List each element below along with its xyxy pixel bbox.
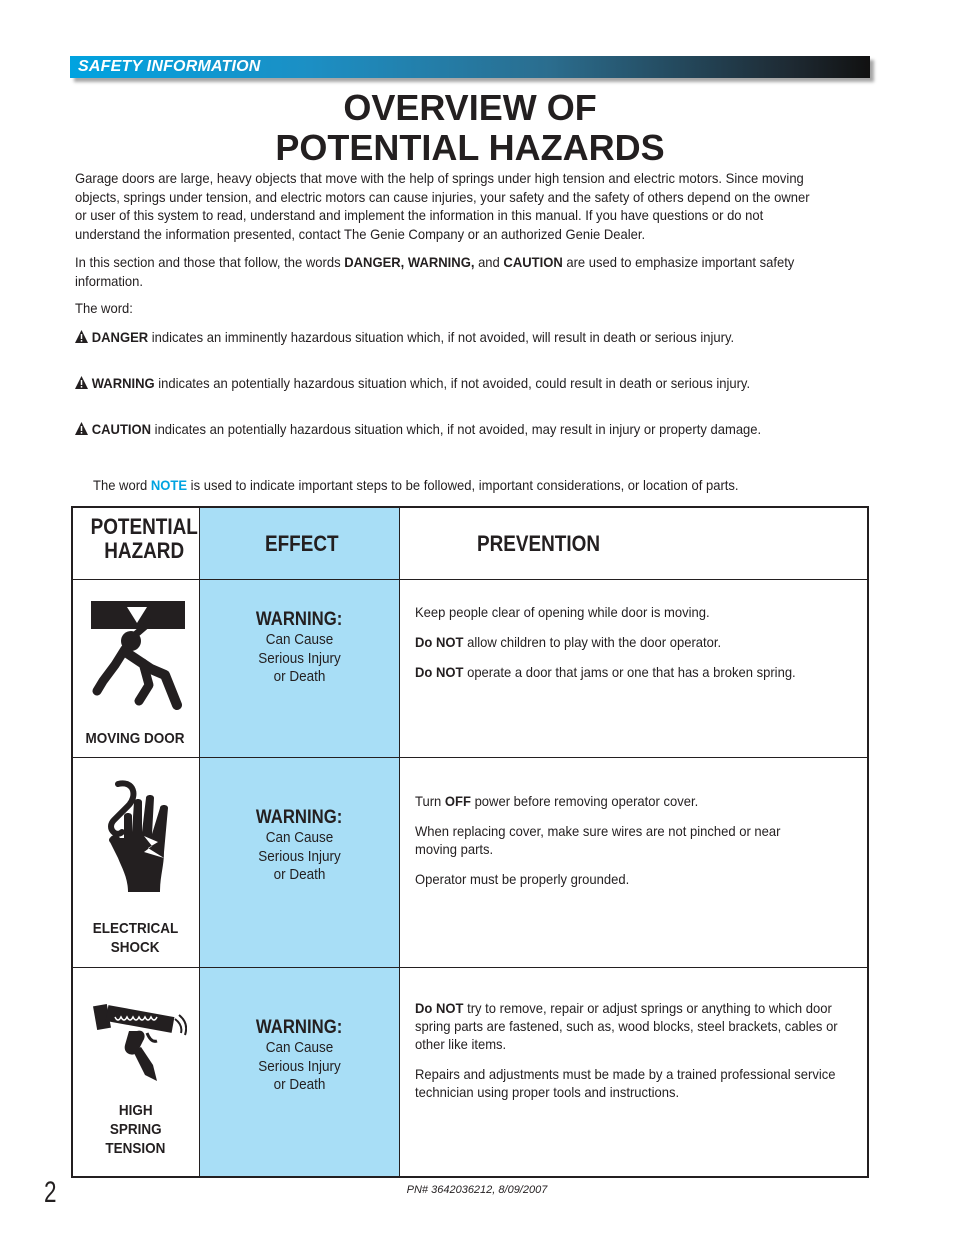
header-prevention: PREVENTION — [477, 531, 601, 556]
caution-text: indicates an potentially hazardous situation which, if not avoided, may result in injury or property damage. — [151, 421, 762, 437]
electrical-shock-icon — [88, 776, 186, 896]
prevention-text: Operator must be properly grounded. — [415, 871, 630, 887]
prevention-item — [415, 633, 852, 651]
hazard-label-line: MOVING DOOR — [85, 730, 185, 747]
intro-p2-post: are used to emphasize important safety information. — [75, 254, 795, 289]
header-hazard-line1: POTENTIAL — [90, 514, 198, 539]
prevention-item — [415, 1065, 852, 1101]
prevention-text: try to remove, repair or adjust springs or anything to which door spring parts are fastened, such as, wood blocks, steel brackets, cables or other like items. — [415, 1000, 838, 1052]
intro-p2-pre: In this section and those that follow, the words — [75, 254, 345, 270]
prevention-cell-electrical-shock — [415, 792, 855, 900]
header-hazard-line2: HAZARD — [104, 538, 185, 563]
effect-line: or Death — [273, 668, 326, 685]
header-potential-hazard — [84, 515, 204, 563]
intro-paragraph-1: Garage doors are large, heavy objects that move with the help of springs under high tension and electric motors. Since moving objects, springs under tension, and electric motors can cause injuries, your safety and the safety of others depend on the owner or user of this system to read, understand and implement the information in this manual. If you have questions or do not understand the information presented, contact The Genie Company or an authorized Genie Dealer. — [75, 170, 810, 242]
moving-door-icon — [91, 601, 185, 716]
warning-text: indicates an potentially hazardous situation which, if not avoided, could result in death or serious injury. — [154, 375, 751, 391]
prevention-text: Repairs and adjustments must be made by a trained professional service technician using proper tools and instructions. — [415, 1066, 836, 1100]
hazard-label-line: ELECTRICAL — [92, 920, 179, 937]
effect-line: Can Cause — [265, 1039, 334, 1056]
effect-line: or Death — [273, 866, 326, 883]
danger-word: DANGER — [91, 329, 149, 345]
danger-definition — [75, 328, 734, 346]
warning-word: WARNING — [91, 375, 155, 391]
prevention-item — [415, 870, 852, 888]
warning-triangle-icon — [75, 330, 88, 343]
warning-triangle-icon — [75, 376, 88, 389]
page-number: 2 — [44, 1176, 57, 1209]
effect-line: or Death — [273, 1076, 326, 1093]
warning-triangle-icon — [75, 422, 88, 435]
prevention-bold: Do NOT — [415, 634, 464, 650]
prevention-text: operate a door that jams or one that has a broken spring. — [463, 664, 796, 680]
prevention-bold: OFF — [444, 793, 471, 809]
danger-text: indicates an imminently hazardous situation which, if not avoided, will result in death or serious injury. — [148, 329, 735, 345]
prevention-text: Keep people clear of opening while door is moving. — [415, 604, 710, 620]
effect-line: Serious Injury — [258, 649, 341, 667]
header-effect: EFFECT — [265, 531, 339, 556]
prevention-pre: Turn — [415, 793, 445, 809]
prevention-item — [415, 792, 852, 810]
hazard-label-high-spring-tension — [72, 1101, 199, 1158]
note-definition — [93, 476, 739, 494]
intro-p2-bold-2: CAUTION — [503, 254, 563, 270]
effect-line: Can Cause — [265, 829, 334, 846]
hazard-label-moving-door — [72, 729, 199, 748]
hazard-label-line: HIGH — [118, 1102, 153, 1119]
prevention-bold: Do NOT — [415, 664, 464, 680]
effect-warning-title: WARNING: — [256, 1017, 343, 1038]
section-banner-label: SAFETY INFORMATION — [78, 58, 261, 75]
effect-line: Serious Injury — [258, 1057, 341, 1075]
hazard-label-electrical-shock — [72, 919, 199, 957]
note-post: is used to indicate important steps to be followed, important considerations, or location of parts. — [187, 477, 739, 493]
high-spring-tension-icon — [93, 993, 187, 1083]
page-title-line2: POTENTIAL HAZARDS — [275, 127, 665, 168]
prevention-item — [415, 603, 852, 621]
prevention-cell-high-spring-tension — [415, 999, 855, 1113]
prevention-cell-moving-door — [415, 603, 855, 693]
table-row-divider — [72, 967, 869, 968]
table-header-divider — [72, 579, 869, 580]
page-title-line1: OVERVIEW OF — [343, 87, 597, 128]
table-row-divider — [72, 757, 869, 758]
prevention-text: power before removing operator cover. — [470, 793, 699, 809]
section-banner — [70, 56, 870, 78]
hazard-label-line: TENSION — [105, 1140, 166, 1157]
intro-p2-bold-1: DANGER, WARNING, — [344, 254, 475, 270]
caution-word: CAUTION — [91, 421, 152, 437]
effect-warning-title: WARNING: — [256, 609, 343, 630]
prevention-item — [415, 999, 838, 1053]
prevention-text: When replacing cover, make sure wires are not pinched or near moving parts. — [415, 823, 781, 857]
warning-definition — [75, 374, 750, 392]
note-pre: The word — [93, 477, 151, 493]
hazard-label-line: SHOCK — [111, 939, 160, 956]
part-number: PN# 3642036212, 8/09/2007 — [406, 1184, 548, 1196]
prevention-bold: Do NOT — [415, 1000, 464, 1016]
prevention-item — [415, 822, 806, 858]
hazard-label-line: SPRING — [109, 1121, 162, 1138]
prevention-item — [415, 663, 852, 681]
note-word: NOTE — [150, 477, 188, 493]
page-title — [70, 88, 870, 168]
effect-cell-high-spring-tension — [200, 1017, 399, 1095]
caution-definition — [75, 420, 761, 438]
effect-cell-electrical-shock — [200, 807, 399, 885]
effect-line: Can Cause — [265, 631, 334, 648]
intro-paragraph-3: The word: — [75, 300, 133, 316]
prevention-text: allow children to play with the door operator. — [463, 634, 722, 650]
effect-line: Serious Injury — [258, 847, 341, 865]
intro-paragraph-2 — [75, 253, 810, 290]
effect-cell-moving-door — [200, 609, 399, 687]
effect-warning-title: WARNING: — [256, 807, 343, 828]
intro-p2-mid: and — [474, 254, 504, 270]
